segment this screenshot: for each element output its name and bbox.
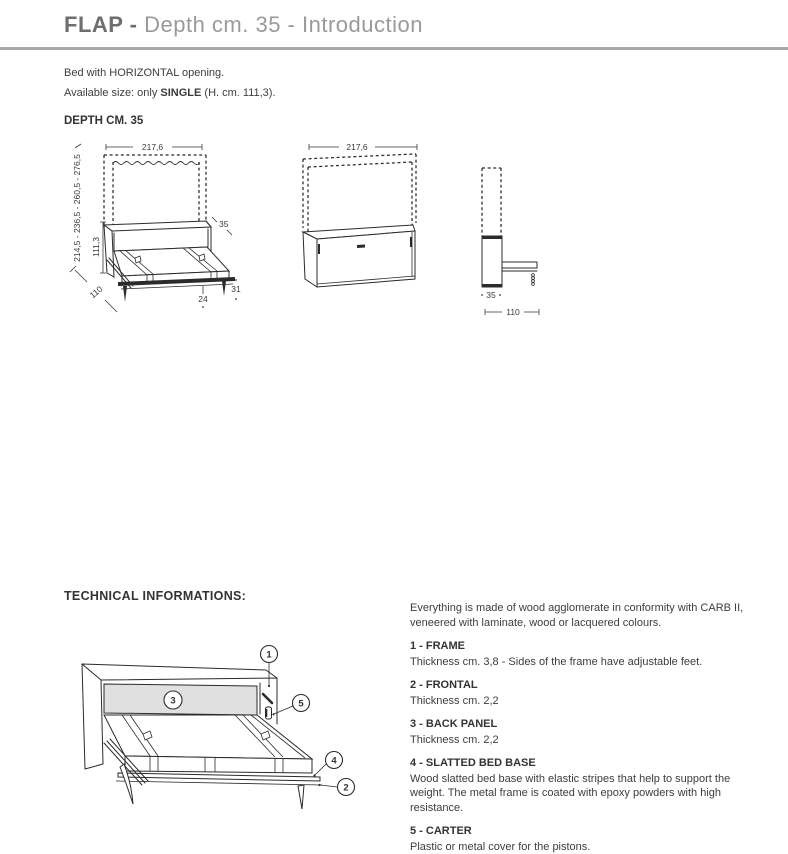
- open-bed-side: [502, 262, 537, 285]
- callout-carter: [272, 695, 309, 716]
- cabinet-side: [482, 236, 502, 287]
- technical-text-column: [410, 601, 746, 854]
- page-title-brand: FLAP -: [64, 12, 137, 37]
- svg-text:3: 3: [170, 696, 175, 707]
- wall-clearance-dashed-outline: [303, 154, 416, 233]
- svg-text:214,5 - 236,5 - 260,5 - 276,5: 214,5 - 236,5 - 260,5 - 276,5: [72, 154, 82, 262]
- tech-item-body: Wood slatted bed base with elastic stripes that help to support the weight. The metal frame is coated with epoxy powders with high resistance.: [410, 772, 746, 816]
- tech-item-carter: [410, 824, 746, 854]
- svg-text:24: 24: [198, 294, 208, 304]
- svg-text:217,6: 217,6: [346, 142, 368, 152]
- page-title: [64, 12, 423, 38]
- callout-bed-base: [313, 752, 342, 777]
- dim-front-height-31: [231, 279, 241, 300]
- dim-width-217: [106, 142, 202, 152]
- piston: [263, 694, 272, 703]
- drawing-open-bed-perspective: [55, 130, 260, 325]
- svg-text:2: 2: [343, 783, 348, 794]
- svg-text:35: 35: [486, 290, 496, 300]
- svg-text:110: 110: [88, 284, 105, 301]
- technical-intro: Everything is made of wood agglomerate in conformity with CARB II, veneered with laminate, wood or lacquered colours.: [410, 601, 746, 630]
- tech-item-bed-base: [410, 756, 746, 815]
- tech-item-heading: 5 - CARTER: [410, 824, 746, 839]
- depth-section-label: DEPTH CM. 35: [64, 115, 143, 127]
- tech-item-heading: 2 - FRONTAL: [410, 678, 746, 693]
- bed-leg-right: [298, 785, 304, 809]
- svg-text:35: 35: [219, 219, 229, 229]
- tech-item-heading: 1 - FRAME: [410, 639, 746, 654]
- wall-clearance-dashed-outline: [104, 155, 206, 226]
- tech-item-body: Thickness cm. 3,8 - Sides of the frame have adjustable feet.: [410, 655, 746, 670]
- callout-frontal: [318, 779, 354, 796]
- callout-frame: [261, 646, 278, 688]
- dim-leg-offset-24: [198, 286, 208, 308]
- header-divider: [0, 47, 788, 50]
- tech-item-body: Plastic or metal cover for the pistons.: [410, 840, 746, 854]
- svg-text:31: 31: [231, 284, 241, 294]
- dim-total-depth-110: [75, 270, 117, 312]
- drawing-side-view: [455, 138, 545, 323]
- svg-text:217,6: 217,6: [142, 142, 164, 152]
- intro-line-2: Available size: only SINGLE (H. cm. 111,3).: [64, 87, 276, 99]
- intro-line-1: Bed with HORIZONTAL opening.: [64, 67, 224, 79]
- svg-text:4: 4: [331, 756, 337, 767]
- bed-leg-left: [123, 286, 127, 302]
- svg-text:5: 5: [298, 699, 304, 710]
- handle: [357, 245, 365, 249]
- tech-item-frontal: [410, 678, 746, 708]
- dim-total-depth-110: [485, 307, 539, 317]
- dim-cabinet-height: [91, 222, 106, 273]
- piston-spring: [532, 274, 535, 286]
- open-bed-mattress: [107, 247, 235, 302]
- hinge-mark-right: [410, 237, 412, 247]
- closed-cabinet: [303, 225, 415, 287]
- dim-heights-range: [70, 144, 82, 272]
- hinge-mark-left: [318, 244, 320, 254]
- tech-item-heading: 4 - SLATTED BED BASE: [410, 756, 746, 771]
- callout-back-panel: [164, 691, 182, 709]
- carter-cover: [266, 707, 272, 719]
- dim-width-217: [309, 142, 417, 152]
- tech-item-back-panel: [410, 717, 746, 747]
- page-title-subtitle: Depth cm. 35 - Introduction: [137, 12, 422, 37]
- tech-item-body: Thickness cm. 2,2: [410, 733, 746, 748]
- dim-depth-35: [481, 290, 501, 300]
- tech-item-body: Thickness cm. 2,2: [410, 694, 746, 709]
- tech-item-frame: [410, 639, 746, 669]
- technical-informations-heading: TECHNICAL INFORMATIONS:: [64, 589, 246, 603]
- svg-text:111,3: 111,3: [91, 237, 101, 257]
- dim-depth-35: [212, 217, 232, 235]
- slatted-bed-base: [104, 715, 312, 773]
- bed-leg-right: [222, 281, 226, 296]
- wall-clearance-dashed-outline: [482, 168, 501, 236]
- drawing-technical-callouts: [75, 634, 397, 834]
- tech-item-heading: 3 - BACK PANEL: [410, 717, 746, 732]
- svg-text:110: 110: [506, 307, 520, 317]
- drawing-closed-bed-front: [293, 133, 428, 293]
- svg-text:1: 1: [266, 650, 272, 661]
